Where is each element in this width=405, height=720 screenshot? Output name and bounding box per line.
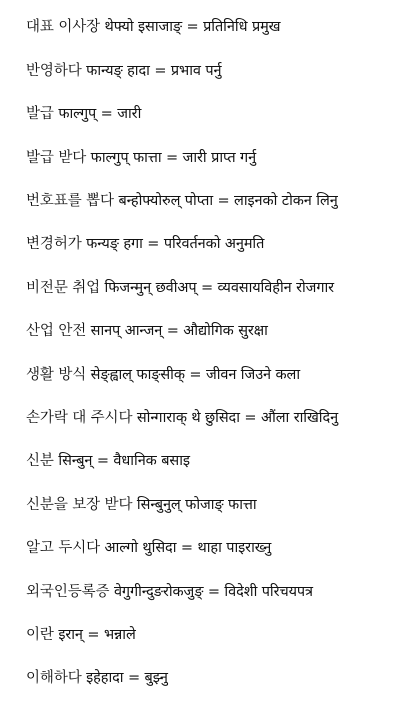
vocab-entry: 이란 इरान् = भन्नाले bbox=[26, 626, 136, 643]
vocab-entry: 신분 सिन्बुन् = वैधानिक बसाइ bbox=[26, 453, 190, 470]
vocab-entry: 발급 받다 फाल्गुप् फात्ता = जारी प्राप्त गर्नु bbox=[26, 149, 257, 166]
vocab-entry: 산업 안전 सानप् आन्जन् = औद्योगिक सुरक्षा bbox=[26, 323, 268, 340]
vocab-entry: 비전문 취업 फिजन्मुन् छवीअप् = व्यवसायविहीन रोजगार bbox=[26, 279, 334, 296]
vocab-entry: 손가락 대 주시다 सोन्गाराक् थे छुसिदा = औंला राखिदिनु bbox=[26, 409, 339, 426]
vocab-entry: 외국인등록증 वेगुगीन्दुङरोकजुङ् = विदेशी परिचयपत्र bbox=[26, 583, 313, 600]
vocab-entry: 이해하다 इहेहादा = बुझ्नु bbox=[26, 670, 168, 687]
vocab-entry: 대표 이사장 थेफ्यो इसाजाङ् = प्रतिनिधि प्रमुख bbox=[26, 19, 281, 36]
vocab-entry: 알고 두시다 आल्गो थुसिदा = थाहा पाइराख्नु bbox=[26, 540, 272, 557]
vocab-entry: 발급 फाल्गुप् = जारी bbox=[26, 106, 142, 123]
vocab-entry: 생활 방식 सेङ्ह्वाल् फाङ्सीक् = जीवन जिउने कला bbox=[26, 366, 301, 383]
vocab-entry: 반영하다 फान्यङ् हादा = प्रभाव पर्नु bbox=[26, 62, 222, 79]
vocab-entry: 변경허가 फन्यङ् हगा = परिवर्तनको अनुमति bbox=[26, 236, 265, 253]
vocab-entry: 번호표를 뽑다 बन्होफ्योरुल् पोप्ता = लाइनको टोकन लिनु bbox=[26, 193, 338, 209]
vocab-entry: 신분을 보장 받다 सिन्बुनुल् फोजाङ् फात्ता bbox=[26, 496, 257, 513]
